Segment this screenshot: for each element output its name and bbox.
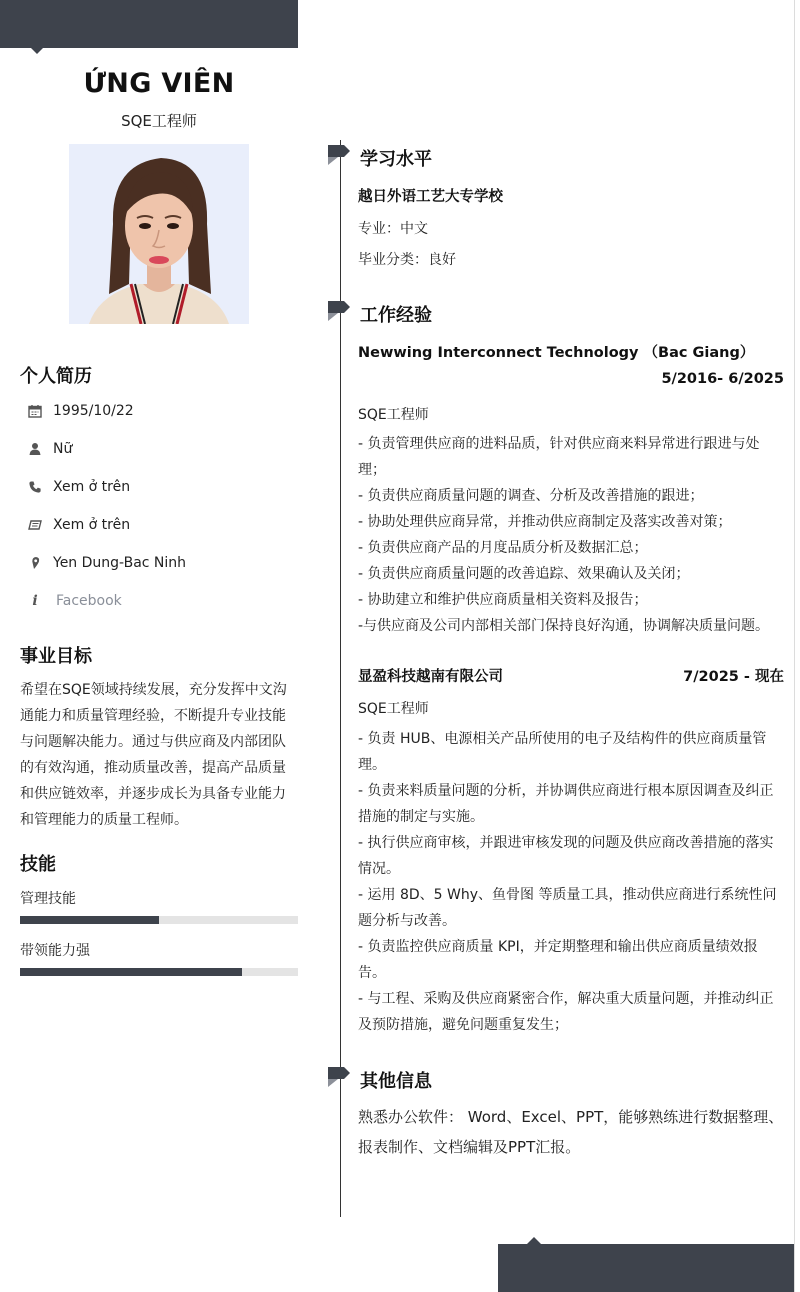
phone-text[interactable]: Xem ở trên xyxy=(53,479,131,495)
other-info-title: 其他信息 xyxy=(360,1071,432,1092)
address-text: Yen Dung-Bac Ninh xyxy=(53,555,187,571)
candidate-job-title: SQE工程师 xyxy=(121,112,197,130)
job-dates: 7/2025 - 现在 xyxy=(683,669,784,685)
job-duty-item: - 负责管理供应商的进料品质，针对供应商来料异常进行跟进与处理； xyxy=(358,436,760,478)
skill-label-management: 管理技能 xyxy=(20,891,76,907)
career-goal-text: 希望在SQE领域持续发展，充分发挥中文沟通能力和质量管理经验，不断提升专业技能与问题解决能力。通过与供应商及内部团队的有效沟通，推动质量改善，提高产品质量和供应链效率，并逐步成长为具备专业能力和管理能力的质量工程师。 xyxy=(20,682,287,828)
experience-title: 工作经验 xyxy=(360,305,432,326)
bottom-accent-bar xyxy=(498,1244,794,1292)
job-company: Newwing Interconnect Technology （Bac Giang） xyxy=(358,345,755,361)
job-duty-item: - 与工程、采购及供应商紧密合作，解决重大质量问题，并推动纠正及预防措施，避免问题重复发生； xyxy=(358,991,774,1033)
birthdate-row xyxy=(20,399,298,423)
job-company: 显盈科技越南有限公司 xyxy=(358,669,503,685)
skills-title: 技能 xyxy=(20,854,56,875)
job-duty-item: - 执行供应商审核，并跟进审核发现的问题及供应商改善措施的落实情况。 xyxy=(358,835,774,877)
email-icon xyxy=(20,518,50,532)
page-edge-line xyxy=(794,0,795,1292)
job-duty-item: - 负责监控供应商质量 KPI，并定期整理和输出供应商质量绩效报告。 xyxy=(358,939,758,981)
top-accent-bar xyxy=(0,0,298,48)
skill-bar-leadership xyxy=(20,968,298,976)
skill-bar-fill-leadership xyxy=(20,968,242,976)
job-duty-item: - 负责 HUB、电源相关产品所使用的电子及结构件的供应商质量管理。 xyxy=(358,731,767,773)
section-marker-icon xyxy=(328,1067,350,1089)
job-duty-item: - 负责供应商产品的月度品质分析及数据汇总； xyxy=(358,540,648,556)
skill-label-leadership: 带领能力强 xyxy=(20,943,90,959)
top-accent-notch xyxy=(30,47,44,54)
education-major: 专业：中文 xyxy=(358,221,428,237)
section-marker-icon xyxy=(328,145,350,167)
phone-row xyxy=(20,475,298,499)
user-icon xyxy=(20,442,50,456)
job-duty-item: - 负责供应商质量问题的改善追踪、效果确认及关闭； xyxy=(358,566,690,582)
career-goal-title: 事业目标 xyxy=(20,646,92,667)
job-duty-item: - 运用 8D、5 Why、鱼骨图 等质量工具，推动供应商进行系统性问题分析与改善。 xyxy=(358,887,777,929)
location-pin-icon xyxy=(20,556,50,570)
job-role: SQE工程师 xyxy=(358,701,429,717)
job-duty-item: - 协助建立和维护供应商质量相关资料及报告； xyxy=(358,592,648,608)
school-name: 越日外语工艺大专学校 xyxy=(358,189,503,205)
email-row xyxy=(20,513,298,537)
job-role: SQE工程师 xyxy=(358,407,429,423)
personal-info-title: 个人简历 xyxy=(20,366,92,387)
gender-row xyxy=(20,437,298,461)
skill-bar-management xyxy=(20,916,298,924)
info-icon: i xyxy=(32,593,38,609)
facebook-link[interactable]: Facebook xyxy=(56,593,122,609)
phone-icon xyxy=(20,480,50,494)
portrait-illustration xyxy=(69,144,249,324)
birthdate-text: 1995/10/22 xyxy=(53,403,134,419)
other-info-text: 熟悉办公软件： Word、Excel、PPT，能够熟练进行数据整理、报表制作、文档编辑及PPT汇报。 xyxy=(358,1108,784,1156)
job-duties-list xyxy=(358,431,784,639)
education-grade: 毕业分类：良好 xyxy=(358,252,456,268)
bottom-accent-notch xyxy=(527,1237,541,1244)
job-duty-item: - 协助处理供应商异常，并推动供应商制定及落实改善对策； xyxy=(358,514,732,530)
facebook-row xyxy=(20,589,298,613)
job-dates: 5/2016- 6/2025 xyxy=(661,371,784,387)
gender-text: Nữ xyxy=(53,441,73,457)
address-row xyxy=(20,551,298,575)
job-duty-item: - 负责来料质量问题的分析，并协调供应商进行根本原因调查及纠正措施的制定与实施。 xyxy=(358,783,774,825)
candidate-photo xyxy=(69,144,249,324)
section-marker-icon xyxy=(328,301,350,323)
job-duty-item: - 负责供应商质量问题的调查、分析及改善措施的跟进； xyxy=(358,488,704,504)
email-text[interactable]: Xem ở trên xyxy=(53,517,131,533)
candidate-name: ỨNG VIÊN xyxy=(83,68,235,99)
job-duties-list xyxy=(358,726,784,1038)
job-duty-item: -与供应商及公司内部相关部门保持良好沟通，协调解决质量问题。 xyxy=(358,618,770,634)
calendar-icon xyxy=(20,404,50,418)
education-title: 学习水平 xyxy=(360,149,432,170)
skill-bar-fill-management xyxy=(20,916,159,924)
